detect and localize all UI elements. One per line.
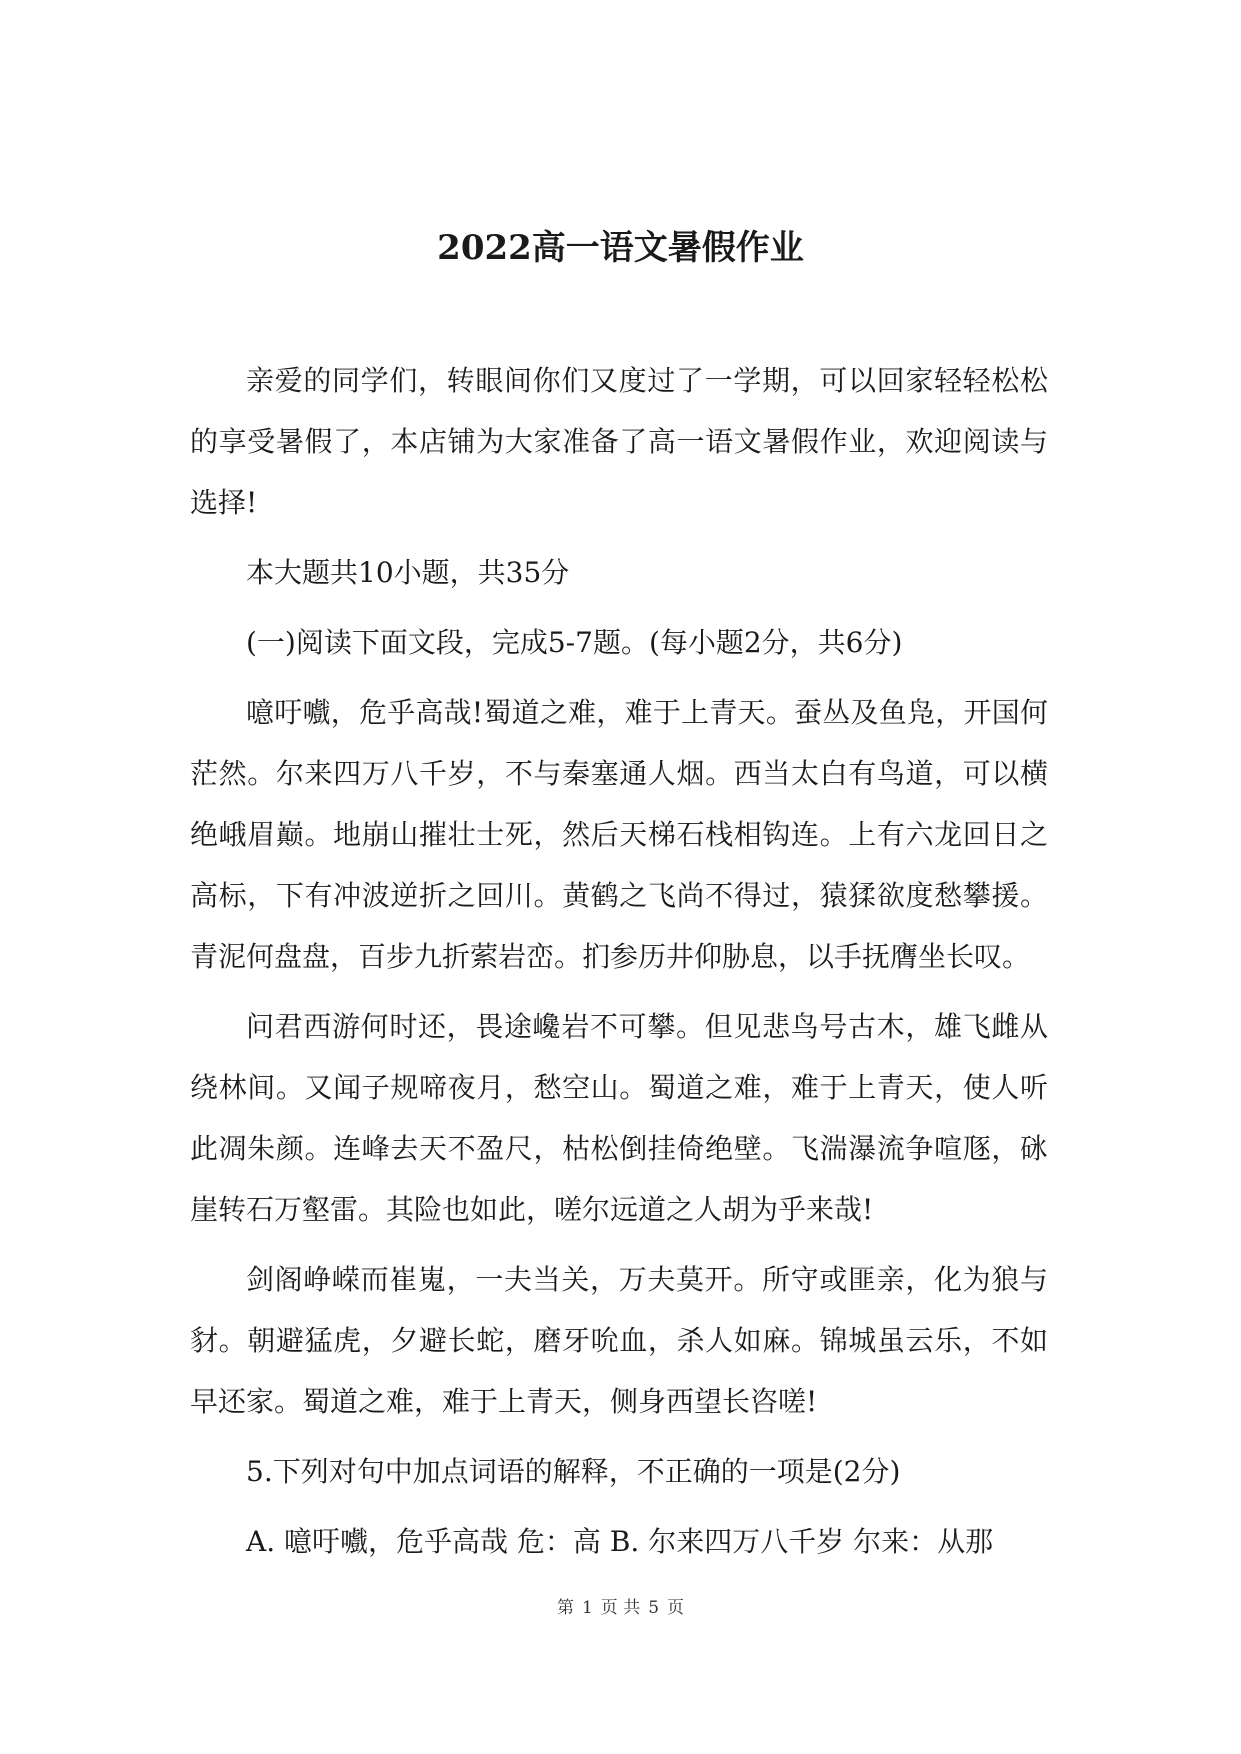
document-title: 2022高一语文暑假作业 (437, 228, 804, 268)
footer-suffix: 页 (667, 1598, 685, 1618)
footer-total-pages: 5 (648, 1598, 660, 1618)
footer-current-page: 1 (581, 1598, 593, 1618)
page-footer (0, 1596, 1241, 1620)
footer-prefix: 第 (556, 1598, 574, 1618)
reading-instruction: (一)阅读下面文段，完成5-7题。(每小题2分，共6分) (246, 626, 903, 659)
poem-paragraph-2: 问君西游何时还，畏途巉岩不可攀。但见悲鸟号古木，雄飞雌从绕林间。又闻子规啼夜月，愁空山。蜀道之难，难于上青天，使人听此凋朱颜。连峰去天不盈尺，枯松倒挂倚绝壁。飞湍瀑流争喧豗，砯崖转石万壑雷。其险也如此，嗟尔远道之人胡为乎来哉! (190, 1010, 1048, 1226)
poem-paragraph-1: 噫吁嚱，危乎高哉!蜀道之难，难于上青天。蚕丛及鱼凫，开国何茫然。尔来四万八千岁，不与秦塞通人烟。西当太白有鸟道，可以横绝峨眉巅。地崩山摧壮士死，然后天梯石栈相钩连。上有六龙回日之高标，下有冲波逆折之回川。黄鹤之飞尚不得过，猿猱欲度愁攀援。青泥何盘盘，百步九折萦岩峦。扪参历井仰胁息，以手抚膺坐长叹。 (190, 696, 1048, 973)
question-5-options: A. 噫吁嚱，危乎高哉 危：高 B. 尔来四万八千岁 尔来：从那 (246, 1525, 994, 1558)
intro-paragraph: 亲爱的同学们，转眼间你们又度过了一学期，可以回家轻轻松松的享受暑假了，本店铺为大家准备了高一语文暑假作业，欢迎阅读与选择! (190, 364, 1048, 519)
poem-paragraph-3: 剑阁峥嵘而崔嵬，一夫当关，万夫莫开。所守或匪亲，化为狼与豺。朝避猛虎，夕避长蛇，磨牙吮血，杀人如麻。锦城虽云乐，不如早还家。蜀道之难，难于上青天，侧身西望长咨嗟! (190, 1263, 1048, 1418)
question-5: 5.下列对句中加点词语的解释，不正确的一项是(2分) (246, 1455, 901, 1488)
section-info: 本大题共10小题，共35分 (246, 556, 570, 589)
document-body (190, 350, 1048, 1581)
footer-middle: 页 共 (600, 1598, 641, 1618)
